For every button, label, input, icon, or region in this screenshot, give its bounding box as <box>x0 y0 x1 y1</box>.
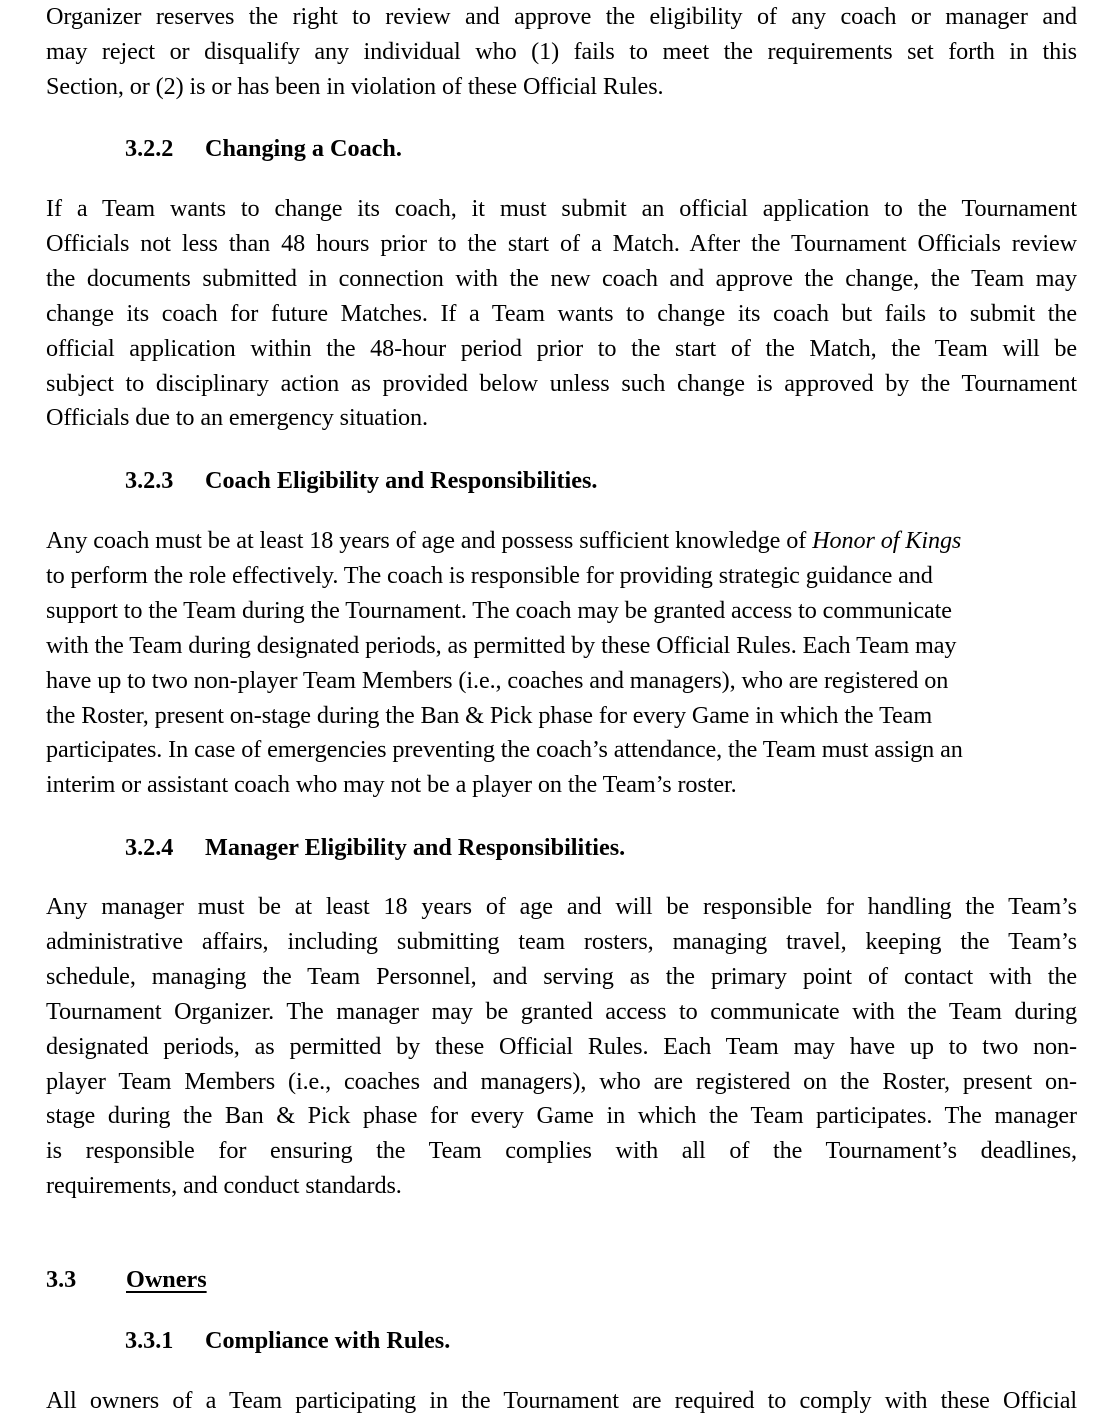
text-segment: Any coach must be at least 18 years of age and possess sufficient knowledge of <box>46 527 813 554</box>
text-line: If a Team wants to change its coach, it must submit an official application to the Tournament <box>46 195 1077 222</box>
paragraph-changing-coach <box>46 192 1077 436</box>
text-line: may reject or disqualify any individual who (1) fails to meet the requirements set forth in this <box>46 37 1077 65</box>
text-line: subject to disciplinary action as provided below unless such change is approved by the Tournament <box>46 369 1077 397</box>
text-line: Officials not less than 48 hours prior to the start of a Match. After the Tournament Officials review <box>46 229 1077 257</box>
text-line: requirements, and conduct standards. <box>46 1172 402 1200</box>
text-line: schedule, managing the Team Personnel, and serving as the primary point of contact with the <box>46 962 1077 990</box>
text-line: stage during the Ban & Pick phase for every Game in which the Team participates. The manager <box>46 1102 1077 1130</box>
section-title: Compliance with Rules. <box>205 1327 451 1354</box>
text-line: the documents submitted in connection with the new coach and approve the change, the Team may <box>46 264 1077 292</box>
section-heading-3-2-3 <box>125 466 1025 496</box>
text-line: have up to two non-player Team Members (i.e., coaches and managers), who are registered on <box>46 666 949 694</box>
section-title: Manager Eligibility and Responsibilities. <box>205 834 626 861</box>
section-number: 3.2.3 <box>125 467 174 494</box>
paragraph-coach-eligibility <box>46 524 1058 803</box>
section-title: Owners <box>126 1266 207 1293</box>
text-line: Organizer reserves the right to review and approve the eligibility of any coach or manager and <box>46 3 1077 30</box>
paragraph-manager-eligibility <box>46 890 1077 1204</box>
text-line: change its coach for future Matches. If a Team wants to change its coach but fails to submit the <box>46 299 1077 327</box>
text-line: Tournament Organizer. The manager may be granted access to communicate with the Team during <box>46 997 1077 1025</box>
section-heading-3-3 <box>46 1265 446 1295</box>
text-line: designated periods, as permitted by these Official Rules. Each Team may have up to two non- <box>46 1032 1077 1060</box>
section-number: 3.3.1 <box>125 1327 174 1354</box>
text-line: interim or assistant coach who may not be a player on the Team’s roster. <box>46 771 737 799</box>
text-line: Section, or (2) is or has been in violation of these Official Rules. <box>46 72 664 100</box>
text-line: with the Team during designated periods, as permitted by these Official Rules. Each Team may <box>46 631 957 659</box>
text-line: participates. In case of emergencies preventing the coach’s attendance, the Team must assign an <box>46 736 963 764</box>
intro-paragraph <box>46 0 1077 105</box>
game-title: Honor of Kings <box>812 527 962 554</box>
text-line: player Team Members (i.e., coaches and managers), who are registered on the Roster, present on- <box>46 1067 1077 1095</box>
section-heading-3-2-4 <box>125 833 1025 863</box>
section-title: Coach Eligibility and Responsibilities. <box>205 467 598 494</box>
text-line: is responsible for ensuring the Team complies with all of the Tournament’s deadlines, <box>46 1137 1077 1165</box>
text-line: administrative affairs, including submitting team rosters, managing travel, keeping the Team’s <box>46 927 1077 955</box>
section-number: 3.2.4 <box>125 834 174 861</box>
text-line: Officials due to an emergency situation. <box>46 404 428 432</box>
text-line <box>46 524 1058 559</box>
text-line: to perform the role effectively. The coach is responsible for providing strategic guidance and <box>46 561 933 589</box>
section-number: 3.2.2 <box>125 135 174 162</box>
text-line: Any manager must be at least 18 years of age and will be responsible for handling the Team’s <box>46 893 1077 920</box>
section-heading-3-2-2 <box>125 134 1025 164</box>
paragraph-owner-compliance <box>46 1384 1077 1419</box>
section-title: Changing a Coach. <box>205 135 402 162</box>
text-line: official application within the 48-hour period prior to the start of the Match, the Team will be <box>46 334 1077 362</box>
text-line: All owners of a Team participating in the Tournament are required to comply with these Official <box>46 1387 1077 1414</box>
text-line: support to the Team during the Tournament. The coach may be granted access to communicate <box>46 596 952 624</box>
section-heading-3-3-1 <box>125 1326 1025 1356</box>
text-line: the Roster, present on-stage during the Ban & Pick phase for every Game in which the Team <box>46 701 933 729</box>
section-number: 3.3 <box>46 1266 77 1293</box>
